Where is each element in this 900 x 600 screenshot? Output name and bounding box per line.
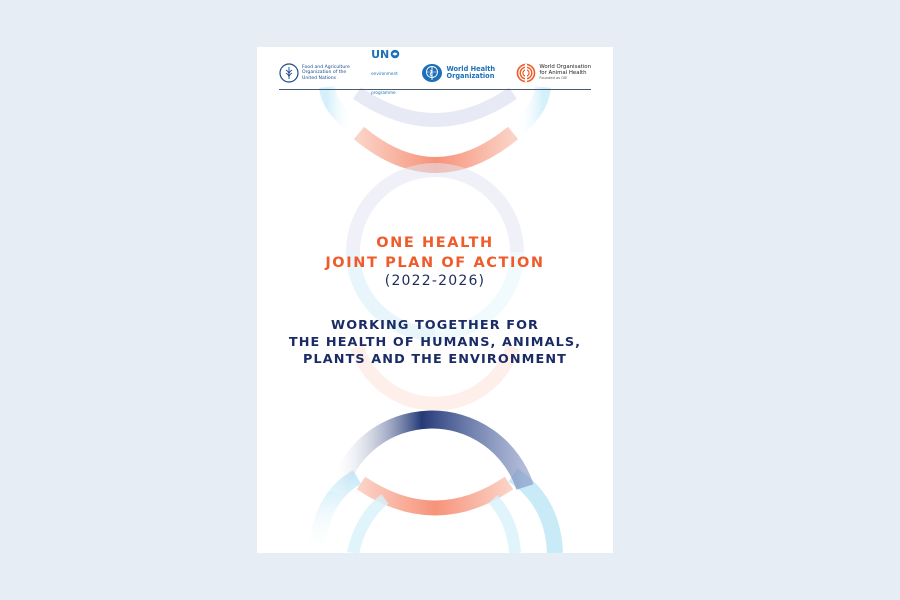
interlocking-rings-artwork [257, 47, 613, 553]
who-emblem-icon [421, 63, 443, 83]
top-right-blue-arc [517, 87, 543, 129]
title-line-1: ONE HEALTH [376, 235, 494, 251]
woah-logo[interactable] [516, 63, 591, 83]
unep-globe-icon [390, 49, 400, 59]
header-divider [279, 89, 591, 90]
fao-name: Food and Agriculture Organization of the United Nations [302, 65, 350, 81]
document-cover-page [257, 47, 613, 553]
who-logo[interactable] [421, 63, 495, 83]
top-left-blue-arc [327, 87, 353, 125]
fao-logo[interactable] [279, 63, 350, 83]
title-line-2: JOINT PLAN OF ACTION [325, 255, 545, 271]
bottom-inner-blue-right [493, 499, 515, 553]
cover-title-block [257, 233, 613, 290]
fao-wheat-icon [279, 63, 299, 83]
cover-subtitle-block [257, 317, 613, 368]
woah-name: World Organisation for Animal Health [539, 64, 591, 77]
who-name: World Health Organization [446, 64, 496, 80]
woah-subtitle: Founded as OIE [539, 76, 568, 81]
top-ring-group [327, 87, 543, 165]
partner-logos-row [279, 47, 591, 95]
subtitle-line-2: THE HEALTH OF HUMANS, ANIMALS, [288, 335, 582, 350]
unep-name: environment programme [371, 70, 398, 95]
subtitle-line-1: WORKING TOGETHER FOR [330, 318, 539, 333]
bottom-ring-group [317, 420, 555, 553]
top-salmon-arc [359, 133, 513, 165]
bottom-inner-blue-left [353, 499, 385, 553]
woah-rings-icon [516, 63, 536, 83]
subtitle-line-3: PLANTS AND THE ENVIRONMENT [303, 352, 567, 367]
unep-mark: UN [371, 47, 390, 61]
title-years: (2022-2026) [384, 273, 486, 289]
unep-logo[interactable] [371, 49, 400, 98]
